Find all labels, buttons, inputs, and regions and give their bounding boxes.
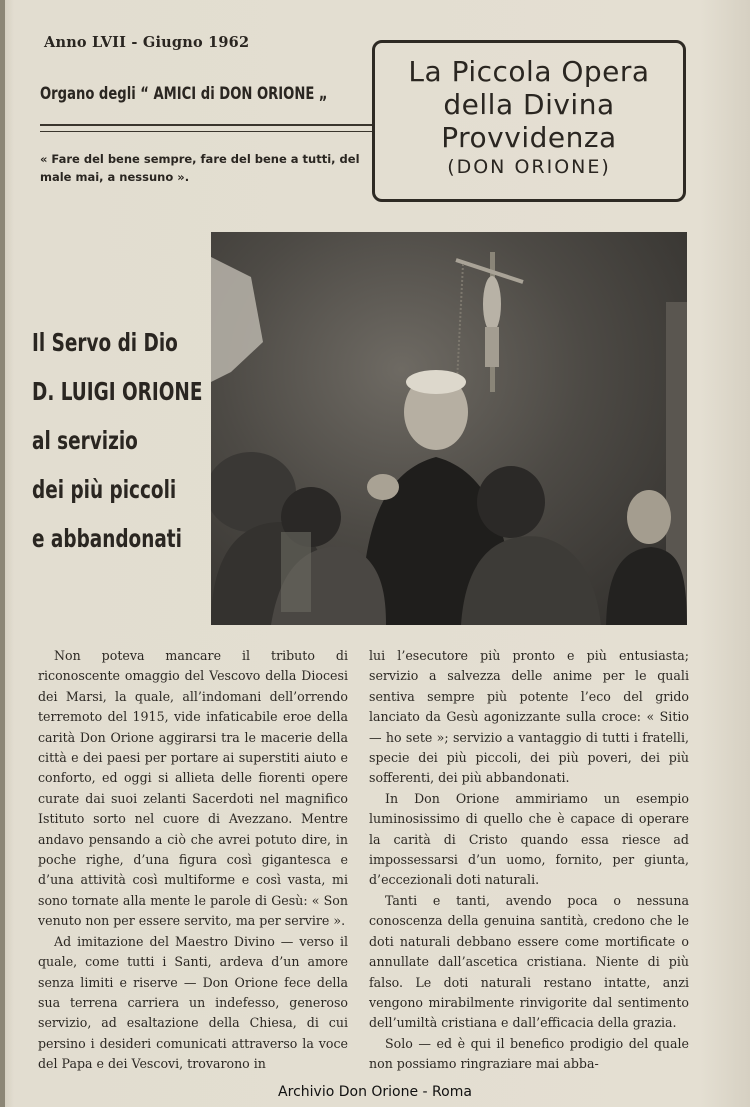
headline-line-1: Il Servo di Dio [32,328,178,357]
article-column-right [369,646,689,1075]
masthead-line-1: La Piccola Opera [408,55,650,88]
photo-don-orione-preaching [211,232,687,625]
article-headline [32,318,202,563]
headline-line-2: D. LUIGI ORIONE [32,377,203,406]
masthead-line-2: della Divina [443,88,615,121]
binding-edge [0,0,5,1107]
motto-quote: « Fare del bene sempre, fare del bene a tutti, del male mai, a nessuno ». [40,152,360,184]
article-paragraph: Ad imitazione del Maestro Divino — verso il quale, come tutti i Santi, ardeva d’un amore senza limiti e riserve — Don Orione fece della sua terrena carriera un indefesso, generoso servizio, ad esaltazione della Chiesa, di cui persino i desideri comunicati attraverso la voce del Papa e dei Vescovi, trovarono in [38,933,348,1072]
masthead-line-3: Provvidenza [441,121,617,154]
masthead-line-4: (DON ORIONE) [447,156,611,178]
archive-footer: Archivio Don Orione - Roma [278,1084,472,1100]
issue-date: Anno LVII - Giugno 1962 [44,34,250,51]
article-column-left [38,646,348,1075]
article-paragraph: lui l’esecutore più pronto e più entusiasta; servizio a salvezza delle anime per le quali sentiva sempre più potente l’eco del grido lanciato da Gesù agonizzante sulla croce: « Sitio — ho sete »; servizio a vantaggio di tutti i fratelli, specie dei più piccoli, dei più poveri, dei più sofferenti, dei più abbandonati. [369,648,689,786]
header-rule [40,124,372,126]
article-paragraph: Non poteva mancare il tributo di riconoscente omaggio del Vescovo della Diocesi dei Marsi, la quale, all’indomani dell’orrendo terremoto del 1915, vide infaticabile eroe della carità Don Orione aggirarsi tra le macerie della città e dei paesi per portare ai superstiti aiuto e conforto, ed oggi si allieta delle fiorenti opere curate dai suoi zelanti Sacerdoti nel magnifico Istituto sorto nel cuore di Avezzano. Mentre andavo pensando a ciò che avrei potuto dire, in poche righe, d’una figura così gigantesca e d’una attività così multiforme e così vasta, mi sono tornate alla mente le parole di Gesù: « Son venuto non per essere servito, ma per servire ». [38,648,348,929]
headline-line-5: e abbandonati [32,524,182,553]
masthead-title-box [372,40,686,202]
article-paragraph: In Don Orione ammiriamo un esempio luminosissimo di quello che è capace di operare la carità di Cristo quando essa riesce ad impossessarsi d’un uomo, fornito, per giunta, d’eccezionali doti naturali. [369,790,689,888]
article-paragraph: Tanti e tanti, avendo poca o nessuna conoscenza della genuina santità, credono che le doti naturali debbano essere come mortificate o annullate dall’ascetica cristiana. Niente di più falso. Le doti naturali restano intatte, anzi vengono mirabilmente rinvigorite dal sentimento dell’umiltà cristiana e dall’efficacia della grazia. [369,892,689,1031]
photo-illustration [211,232,687,625]
headline-line-4: dei più piccoli [32,475,177,504]
header-rule-thin [40,131,372,132]
article-paragraph: Solo — ed è qui il benefico prodigio del quale non possiamo ringraziare mai abba- [369,1035,689,1072]
organ-subtitle: Organo degli “ AMICI di DON ORIONE „ [40,84,328,104]
headline-line-3: al servizio [32,426,138,455]
